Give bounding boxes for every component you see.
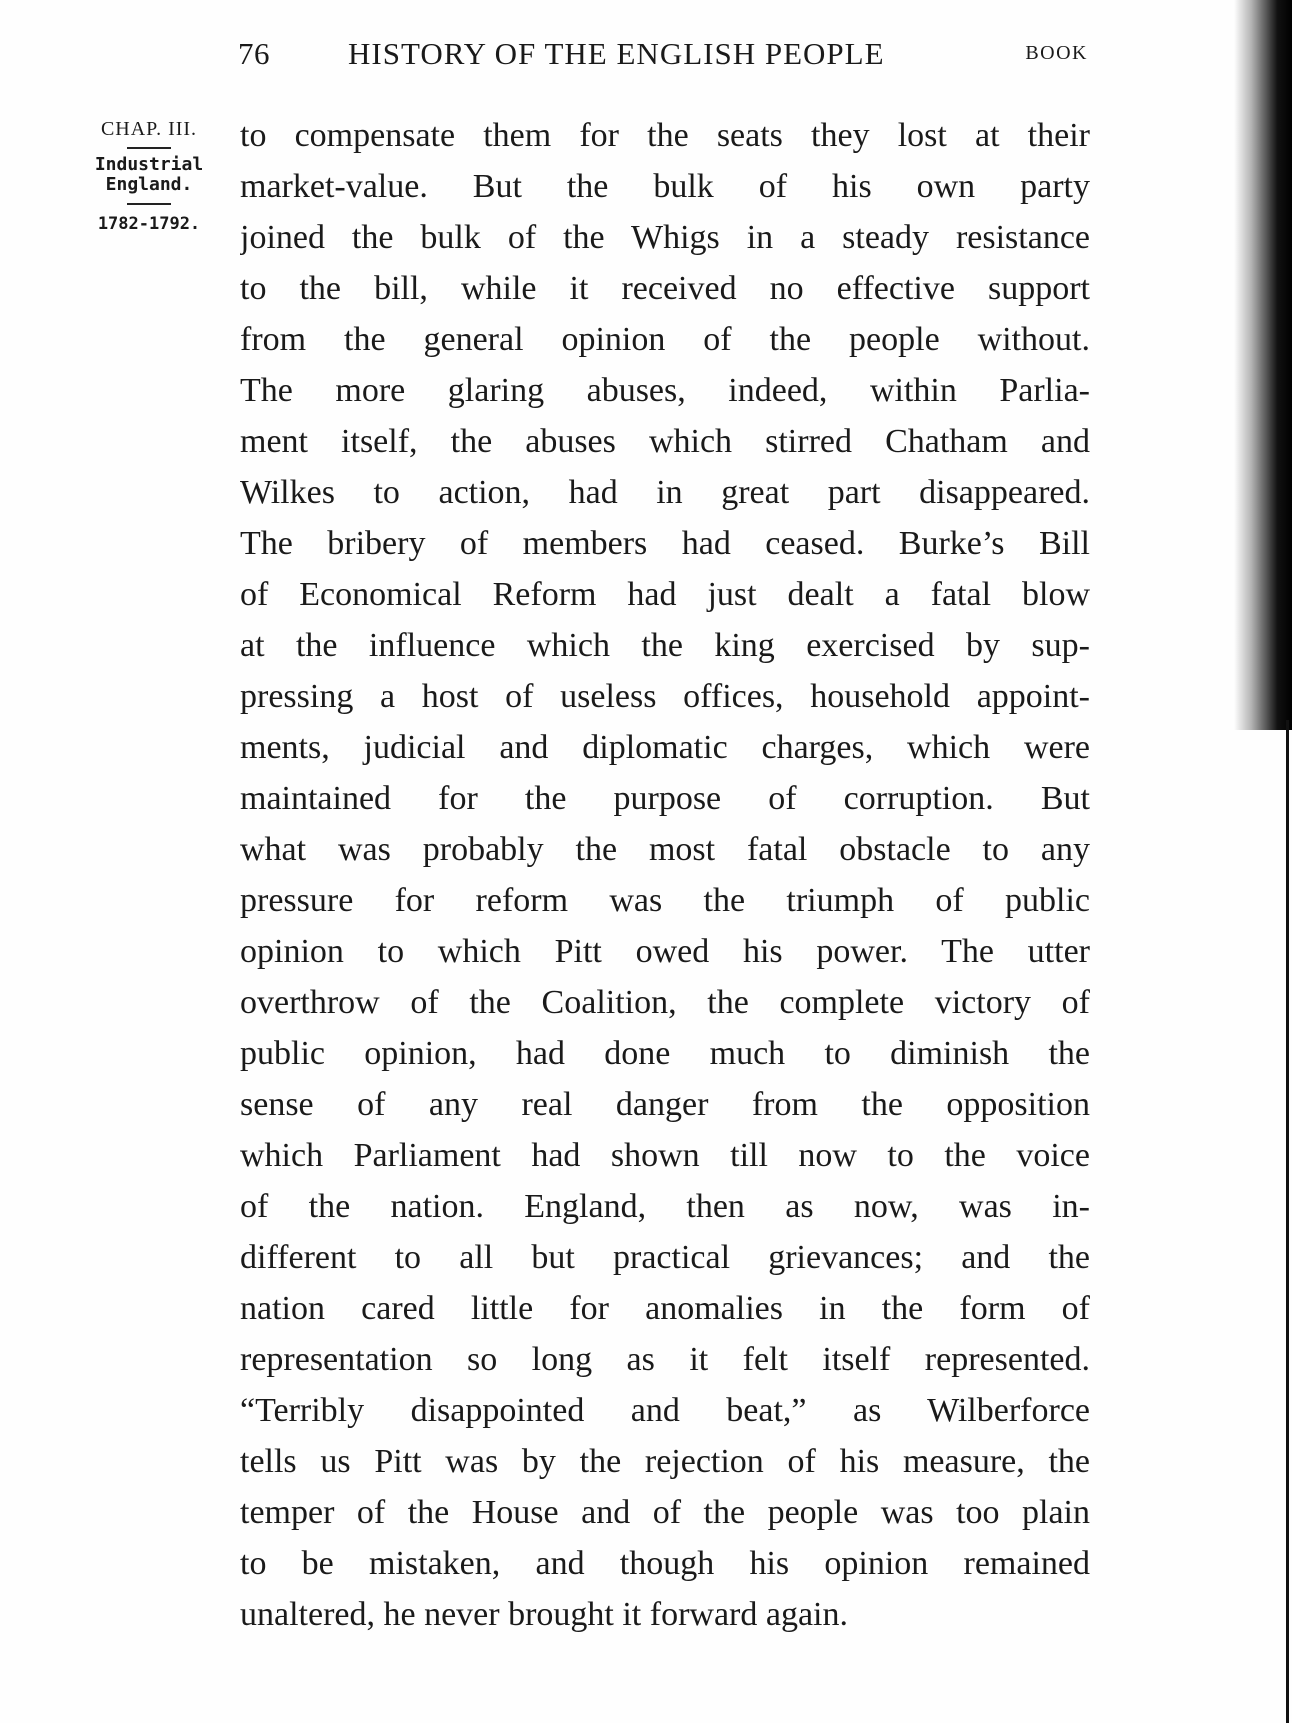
text-line: different to all but practical grievances; and the: [240, 1239, 1090, 1276]
text-line: at the influence which the king exercised by sup-: [240, 627, 1090, 664]
topic-line: Industrial: [94, 154, 204, 175]
text-line: public opinion, had done much to diminish the: [240, 1035, 1090, 1072]
text-line: pressing a host of useless offices, household appoint-: [240, 678, 1090, 715]
text-line: from the general opinion of the people without.: [240, 321, 1090, 358]
text-line: “Terribly disappointed and beat,” as Wilberforce: [240, 1392, 1090, 1429]
text-line: to the bill, while it received no effective support: [240, 270, 1090, 307]
text-line: pressure for reform was the triumph of public: [240, 882, 1090, 919]
text-line: which Parliament had shown till now to the voice: [240, 1137, 1090, 1174]
text-line: sense of any real danger from the opposition: [240, 1086, 1090, 1123]
text-line: temper of the House and of the people was too plain: [240, 1494, 1090, 1531]
divider: [127, 203, 171, 205]
margin-note: [84, 118, 214, 234]
topic-line: England.: [105, 173, 193, 195]
body-text: [240, 110, 1090, 1640]
text-line: ments, judicial and diplomatic charges, which were: [240, 729, 1090, 766]
gutter-shadow: [1234, 0, 1292, 730]
running-title: HISTORY OF THE ENGLISH PEOPLE: [348, 36, 885, 71]
text-line: to be mistaken, and though his opinion remained: [240, 1545, 1090, 1582]
scan-binding-shadow: [1204, 0, 1292, 1723]
text-line: to compensate them for the seats they lost at their: [240, 117, 1090, 154]
text-line: opinion to which Pitt owed his power. The utter: [240, 933, 1090, 970]
text-line: The more glaring abuses, indeed, within Parlia-: [240, 372, 1090, 409]
text-line: unaltered, he never brought it forward again.: [240, 1596, 848, 1633]
text-line: nation cared little for anomalies in the form of: [240, 1290, 1090, 1327]
text-line: market-value. But the bulk of his own party: [240, 168, 1090, 205]
text-line: representation so long as it felt itself represented.: [240, 1341, 1090, 1378]
divider: [127, 147, 171, 149]
text-line: overthrow of the Coalition, the complete victory of: [240, 984, 1090, 1021]
text-line: of Economical Reform had just dealt a fatal blow: [240, 576, 1090, 613]
text-line: ment itself, the abuses which stirred Chatham and: [240, 423, 1090, 460]
text-line: The bribery of members had ceased. Burke’s Bill: [240, 525, 1090, 562]
page-edge-line: [1286, 720, 1289, 1723]
book-label: BOOK: [1025, 42, 1088, 64]
text-line: what was probably the most fatal obstacle to any: [240, 831, 1090, 868]
text-line: joined the bulk of the Whigs in a steady resistance: [240, 219, 1090, 256]
text-line: tells us Pitt was by the rejection of his measure, the: [240, 1443, 1090, 1480]
text-line: maintained for the purpose of corruption. But: [240, 780, 1090, 817]
text-line: of the nation. England, then as now, was in-: [240, 1188, 1090, 1225]
page-number: 76: [238, 36, 270, 71]
topic-label: [84, 155, 214, 195]
chapter-label: CHAP. III.: [100, 118, 198, 140]
text-line: Wilkes to action, had in great part disappeared.: [240, 474, 1090, 511]
running-head: [238, 36, 1088, 76]
date-range: 1782-1792.: [97, 213, 201, 234]
